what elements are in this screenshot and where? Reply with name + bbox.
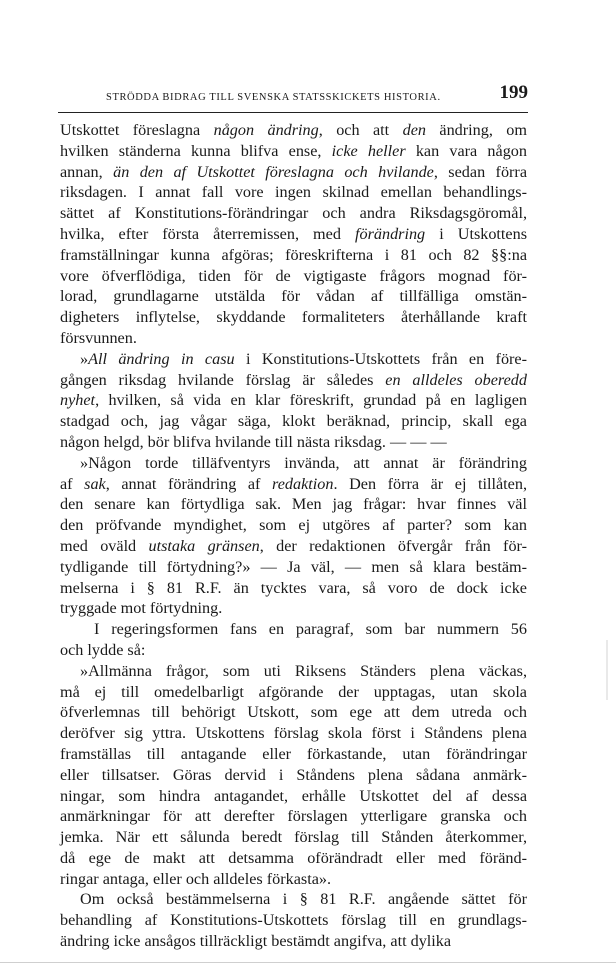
- italic-span: en alldeles oberedd: [385, 370, 527, 389]
- text-line: [60, 515, 527, 536]
- text-span: , der redaktionen öfvergår från för-: [259, 536, 528, 555]
- text-line: [60, 557, 527, 578]
- text-span: jemka. När ett sålunda beredt förslag till Stånden återkommer,: [60, 828, 527, 847]
- page-header: [58, 82, 528, 108]
- italic-span: redaktion: [272, 474, 334, 493]
- text-span: då ege de makt att detsamma oförändradt eller med föränd-: [60, 848, 527, 867]
- text-span: »Någon torde tilläfventyrs invända, att annat är förändring: [80, 453, 527, 472]
- text-line: [60, 120, 527, 141]
- text-span: tydligande till förtydning?» — Ja väl, — men så klara bestäm-: [60, 557, 527, 576]
- text-span: stadgad och, jag vågar säga, klokt beräknad, princip, skall ega: [60, 412, 527, 431]
- text-span: Utskottet föreslagna: [60, 121, 214, 139]
- italic-span: sak: [84, 474, 106, 493]
- text-span: annan,: [60, 162, 114, 181]
- text-line: [60, 141, 527, 162]
- text-line: [60, 453, 527, 474]
- running-title: STRÖDDA BIDRAG TILL SVENSKA STATSSKICKETS HISTORIA.: [106, 92, 441, 103]
- text-span: af: [60, 474, 85, 493]
- text-line: [60, 328, 527, 349]
- page-number: 199: [499, 82, 528, 103]
- text-line: [60, 869, 527, 890]
- text-span: och lydde så:: [60, 640, 146, 659]
- text-span: må ej till omedelbarligt afgörande der upptagas, utan skola: [60, 682, 527, 701]
- text-span: med oväld: [60, 536, 149, 555]
- text-span: , hvilken, så vida en klar föreskrift, grundad på en lagligen: [95, 391, 527, 410]
- text-span: framställningar kunna afgöras; föreskrifterna i 81 och 82 §§:na: [60, 245, 527, 264]
- text-span: någon helgd, bör blifva hvilande till nästa riksdag. — — —: [60, 432, 447, 451]
- text-line: [60, 889, 527, 910]
- text-span: vore öfverflödiga, tiden för de vigtigaste frågors mognad för-: [60, 266, 527, 285]
- text-line: [60, 744, 527, 765]
- text-line: [60, 765, 527, 786]
- text-span: anmärkningar för att derefter förslagen ytterligare granska och: [60, 807, 527, 826]
- header-rule: [58, 112, 528, 113]
- text-span: ändring, om: [425, 121, 527, 139]
- text-span: tryggade mot förtydning.: [60, 599, 223, 618]
- text-span: riksdagen. I annat fall vore ingen skilnad emellan behandlings-: [60, 183, 527, 202]
- text-line: [60, 848, 527, 869]
- text-line: [60, 203, 527, 224]
- text-line: [60, 786, 527, 807]
- text-line: [60, 494, 527, 515]
- italic-span: icke heller: [331, 141, 406, 160]
- text-line: [60, 702, 527, 723]
- text-span: eller tillsatser. Göras dervid i Ståndens plena sådana anmärk-: [60, 765, 527, 784]
- text-line: [60, 370, 527, 391]
- text-span: lorad, grundlagarne utstälda för vådan af tillfälliga omstän-: [60, 287, 527, 306]
- italic-span: den: [402, 121, 426, 139]
- text-span: »: [80, 349, 89, 368]
- text-line: [60, 349, 527, 370]
- text-span: i Konstitutions-Utskottets från en före-: [234, 349, 527, 368]
- text-span: I regeringsformen fans en paragraf, som bar nummern 56: [94, 620, 527, 639]
- text-span: öfverlemnas till behörigt Utskott, som ege att dem utreda och: [60, 703, 527, 722]
- text-span: i Utskottens: [425, 224, 527, 243]
- text-span: , sedan förra: [433, 162, 528, 181]
- text-span: behandling af Konstitutions-Utskottets förslag till en grundlags-: [60, 911, 527, 930]
- text-span: melserna i § 81 R.F. än tycktes vara, så voro de dock icke: [60, 578, 527, 597]
- text-span: hvilka, efter första återremissen, med: [60, 224, 355, 243]
- body-text: [60, 120, 527, 952]
- text-span: sättet af Konstitutions-förändringar och andra Riksdagsgöromål,: [60, 204, 527, 223]
- text-span: ringar antaga, eller och alldeles förkasta».: [60, 869, 332, 888]
- text-line: [60, 390, 527, 411]
- text-line: [60, 307, 527, 328]
- text-line: [60, 224, 527, 245]
- text-line: [60, 411, 527, 432]
- text-line: [60, 432, 527, 453]
- text-span: , annat förändring af: [105, 474, 272, 493]
- text-line: [60, 723, 527, 744]
- text-span: »Allmänna frågor, som uti Riksens Ständers plena väckas,: [80, 661, 527, 680]
- text-line: [60, 286, 527, 307]
- text-span: deröfver sig yttra. Utskottens förslag skola först i Ståndens plena: [60, 724, 527, 743]
- text-line: [60, 910, 527, 931]
- text-line: [60, 806, 527, 827]
- text-line: [60, 182, 527, 203]
- italic-span: förändring: [354, 224, 426, 243]
- italic-span: någon ändring: [213, 121, 319, 139]
- text-span: , och att: [318, 121, 403, 139]
- text-span: digheters inflytelse, skyddande formaliteters återhållande kraft: [60, 308, 527, 327]
- text-line: [60, 245, 527, 266]
- text-line: [60, 536, 527, 557]
- italic-span: utstaka gränsen: [148, 536, 260, 555]
- text-line: [60, 474, 527, 495]
- text-line: [60, 827, 527, 848]
- text-line: [60, 578, 527, 599]
- text-line: [60, 619, 527, 640]
- text-line: [60, 598, 527, 619]
- text-line: [60, 266, 527, 287]
- text-span: Om också bestämmelserna i § 81 R.F. angående sättet för: [80, 890, 527, 909]
- text-span: försvunnen.: [60, 328, 137, 347]
- text-line: [60, 682, 527, 703]
- text-span: kan vara någon: [405, 141, 527, 160]
- text-span: den pröfvande myndighet, som ej utgöres af parter? som kan: [60, 516, 527, 535]
- text-span: gången riksdag hvilande förslag är således: [60, 370, 386, 389]
- text-line: [60, 162, 527, 183]
- text-span: ningar, som hindra antagandet, erhålle Utskottet del af dessa: [60, 786, 527, 805]
- text-span: ändring icke ansågos tillräckligt bestämdt angifva, att dylika: [60, 932, 452, 951]
- text-span: . Den förra är ej tillåten,: [333, 474, 528, 493]
- italic-span: än den af Utskottet föreslagna och hvilande: [113, 162, 434, 181]
- scan-artifact: [606, 640, 608, 700]
- text-line: [60, 931, 527, 952]
- scan-edge-line: [0, 962, 616, 963]
- text-span: framställas till antagande eller förkastande, utan förändringar: [60, 744, 527, 763]
- text-span: den senare kan förtydliga sak. Men jag frågar: hvar finnes väl: [60, 495, 527, 514]
- italic-span: nyhet: [60, 391, 96, 410]
- text-line: [60, 661, 527, 682]
- text-line: [60, 640, 527, 661]
- italic-span: All ändring in casu: [88, 349, 235, 368]
- text-span: hvilken ständerna kunna blifva ense,: [60, 141, 332, 160]
